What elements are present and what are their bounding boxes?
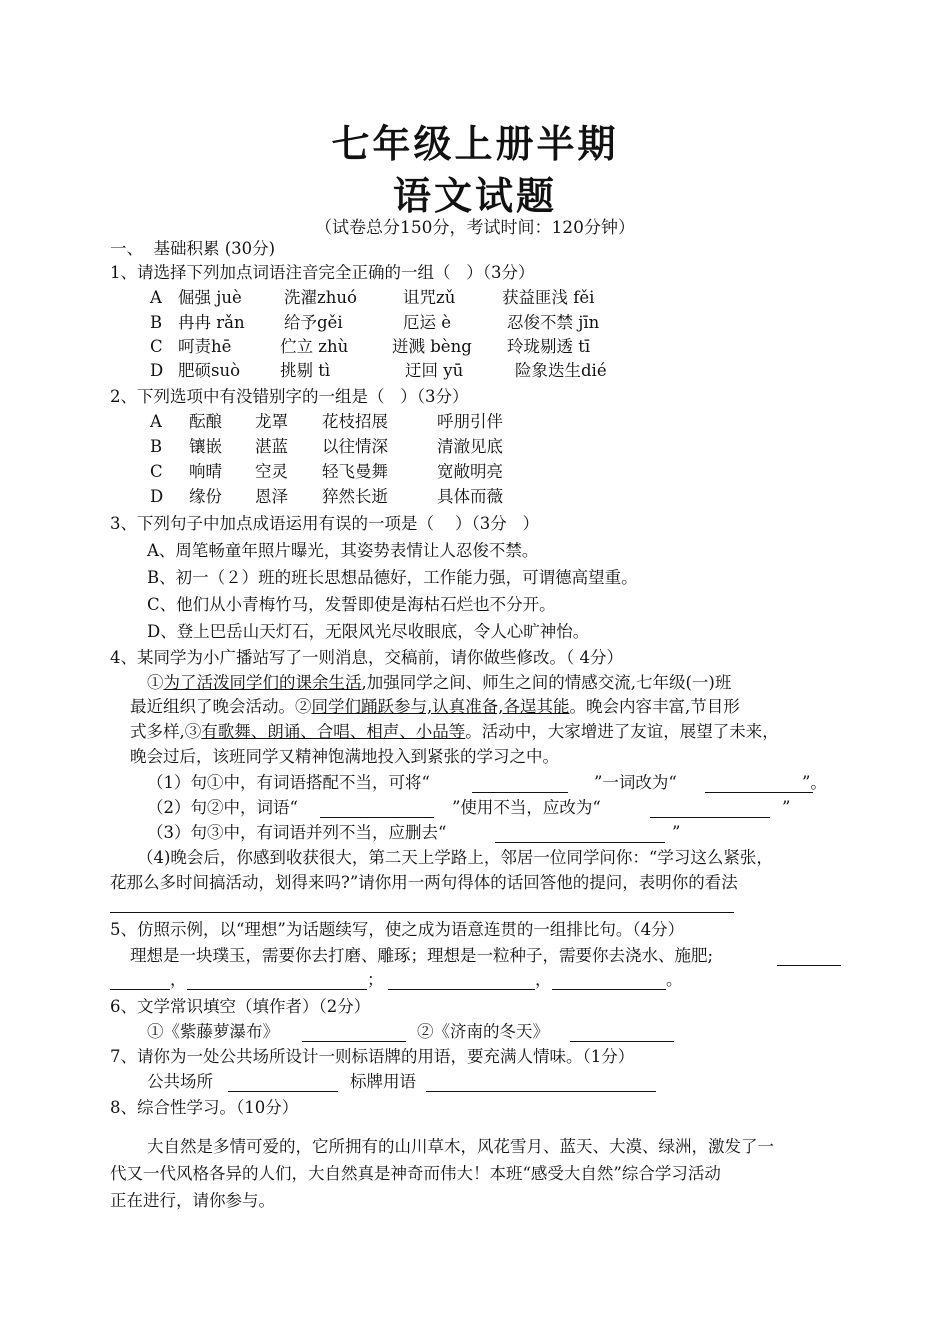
- q5-example: 理想是一块璞玉，需要你去打磨、雕琢；理想是一粒种子，需要你去浇水、施肥;: [130, 946, 714, 965]
- q8-stem: 8、综合性学习。（10分）: [110, 1098, 299, 1117]
- q6-blank-2[interactable]: [570, 1041, 674, 1042]
- q4-sub2-a: （2）句②中，词语“: [147, 798, 298, 817]
- q4-underlined-2: 同学们踊跃参与,认真准备,各逞其能: [311, 697, 570, 716]
- q6-blank-1[interactable]: [302, 1041, 406, 1042]
- q5-blank-1[interactable]: [777, 965, 841, 966]
- q1-option-item: 洗濯zhuó: [284, 288, 357, 307]
- q4-text: 。晚会内容丰富,节目形: [569, 697, 740, 716]
- q2-option-letter: A: [150, 412, 162, 431]
- q1-option-letter: C: [150, 337, 163, 356]
- q1-option-item: 倔强 juè: [178, 288, 242, 307]
- q6-item-1: ①《紫藤萝瀑布》: [147, 1022, 279, 1041]
- q4-sub1-a: （1）句①中，有词语搭配不当，可将“: [147, 773, 430, 792]
- q4-sub2-blank-1[interactable]: [320, 817, 434, 818]
- q4-marker: ①: [147, 673, 164, 692]
- q2-option-item: 以往情深: [322, 437, 388, 456]
- q1-option-item: 挑剔 tì: [280, 361, 331, 380]
- q4-sub4-line1: （4)晚会后，你感到收获很大，第二天上学路上，邻居一位同学问你：“学习这么紧张，: [137, 848, 773, 867]
- q3-option: D、登上巴岳山天灯石，无限风光尽收眼底，令人心旷神怡。: [147, 622, 590, 641]
- q2-option-item: 酝酿: [189, 412, 222, 431]
- q4-passage-line: [130, 696, 740, 718]
- q2-option-letter: B: [150, 437, 163, 456]
- q2-option-item: 湛蓝: [255, 437, 288, 456]
- q3-stem: 3、下列句子中加点成语运用有误的一项是（ ）（3分 ）: [110, 514, 539, 533]
- q1-option-item: 呵责hē: [178, 337, 232, 356]
- q2-option-item: 轻飞曼舞: [322, 462, 388, 481]
- q1-option-item: 玲珑剔透 tī: [507, 337, 591, 356]
- q5-stem: 5、仿照示例，以“理想”为话题续写，使之成为语意连贯的一组排比句。（4分）: [110, 920, 685, 939]
- q4-stem: 4、某同学为小广播站写了一则消息，交稿前，请你做些修改。（ 4分）: [110, 648, 623, 667]
- q5-blank-1-cont[interactable]: [110, 989, 170, 990]
- q4-answer-line[interactable]: [110, 912, 734, 913]
- q4-text: 式多样,③: [130, 722, 202, 741]
- q6-stem: 6、文学常识填空（填作者）（2分）: [110, 997, 371, 1016]
- q4-sub2-blank-2[interactable]: [650, 817, 770, 818]
- q2-option-item: 空灵: [255, 462, 288, 481]
- q4-passage-line: [130, 721, 779, 743]
- q8-passage-line: 大自然是多情可爱的，它所拥有的山川草木，风花雪月、蓝天、大漠、绿洲，激发了一: [147, 1137, 774, 1156]
- q4-sub2-c: ”: [782, 798, 791, 817]
- q5-blank-2[interactable]: [187, 989, 367, 990]
- q2-option-item: 清澈见底: [437, 437, 503, 456]
- q7-stem: 7、请你为一处公共场所设计一则标语牌的用语，要充满人情味。（1分）: [110, 1047, 635, 1066]
- q4-passage-line: [147, 672, 731, 694]
- q4-sub3-blank[interactable]: [495, 842, 665, 843]
- q2-option-item: 响晴: [189, 462, 222, 481]
- section-heading: 一、 基础积累 (30分): [110, 239, 276, 258]
- q1-option-item: 迂回 yū: [405, 361, 464, 380]
- q5-sep: ；: [367, 970, 384, 989]
- q2-option-item: 宽敞明亮: [437, 462, 503, 481]
- q4-underlined-1: 为了活泼同学们的课余生活: [163, 673, 362, 692]
- q7-sign-label: 标牌用语: [350, 1072, 416, 1091]
- q4-sub3-a: （3）句③中，有词语并列不当，应删去“: [147, 823, 447, 842]
- q1-option-item: 获益匪浅 fěi: [502, 288, 595, 307]
- q1-option-item: 险象迭生dié: [515, 361, 607, 380]
- q2-option-item: 具体而薇: [437, 487, 503, 506]
- q1-option-item: 冉冉 rǎn: [178, 313, 245, 332]
- q2-stem: 2、下列选项中有没错别字的一组是（ ）（3分）: [110, 387, 469, 406]
- q4-sub4-line2: 花那么多时间搞活动，划得来吗?”请你用一两句得体的话回答他的提问，表明你的看法: [110, 873, 738, 892]
- exam-info: （试卷总分150分，考试时间：120分钟）: [315, 218, 635, 238]
- q2-option-item: 缘份: [189, 487, 222, 506]
- q4-underlined-3: 有歌舞、朗诵、合唱、相声、小品等: [201, 722, 466, 741]
- q4-sub3-b: ”: [672, 823, 681, 842]
- q4-text: 。活动中，大家增进了友谊，展望了未来，: [465, 722, 779, 741]
- q8-passage-line: 代又一代风格各异的人们，大自然真是神奇而伟大！本班“感受大自然”综合学习活动: [110, 1164, 721, 1183]
- q1-option-letter: D: [150, 361, 164, 380]
- q2-option-letter: C: [150, 462, 163, 481]
- q5-sep: ，: [170, 970, 187, 989]
- q5-blank-3[interactable]: [388, 989, 535, 990]
- q1-option-item: 给予gěi: [284, 313, 343, 332]
- q1-option-item: 肥硕suò: [178, 361, 241, 380]
- q5-blank-4[interactable]: [552, 989, 666, 990]
- exam-title: 七年级上册半期: [331, 122, 619, 166]
- q7-place-label: 公共场所: [147, 1072, 213, 1091]
- q1-option-item: 忍俊不禁 jīn: [507, 313, 600, 332]
- q5-end: 。: [666, 970, 683, 989]
- q1-option-item: 诅咒zǔ: [403, 288, 456, 307]
- q1-stem: 1、请选择下列加点词语注音完全正确的一组（ ）（3分）: [110, 263, 535, 282]
- q1-option-item: 迸溅 bèng: [392, 337, 472, 356]
- q5-sep: ，: [535, 970, 552, 989]
- q4-text: 最近组织了晚会活动。②: [130, 697, 312, 716]
- q4-sub1-blank-2[interactable]: [705, 792, 813, 793]
- q1-option-item: 厄运 è: [403, 313, 452, 332]
- exam-subject: 语文试题: [392, 174, 557, 218]
- q4-sub1-c: ”。: [802, 773, 827, 792]
- q4-passage-line: 晚会过后，该班同学又精神饱满地投入到紧张的学习之中。: [130, 747, 559, 766]
- q7-sign-blank[interactable]: [426, 1091, 656, 1092]
- q3-option: B、初一（２）班的班长思想品德好，工作能力强，可谓德高望重。: [147, 568, 638, 587]
- q2-option-item: 镶嵌: [189, 437, 222, 456]
- q1-option-letter: A: [150, 288, 162, 307]
- q3-option: C、他们从小青梅竹马，发誓即使是海枯石烂也不分开。: [147, 595, 556, 614]
- q6-item-2: ②《济南的冬天》: [417, 1022, 549, 1041]
- q2-option-item: 花枝招展: [322, 412, 388, 431]
- q1-option-item: 伫立 zhù: [280, 337, 349, 356]
- q8-passage-line: 正在进行，请你参与。: [110, 1191, 275, 1210]
- q1-option-letter: B: [150, 313, 163, 332]
- q4-sub1-blank-1[interactable]: [472, 792, 568, 793]
- q4-sub2-b: ”使用不当，应改为“: [452, 798, 601, 817]
- q2-option-letter: D: [150, 487, 164, 506]
- q3-option: A、周笔畅童年照片曝光，其姿势表情让人忍俊不禁。: [147, 541, 539, 560]
- q2-option-item: 呼朋引伴: [437, 412, 503, 431]
- q4-sub1-b: ”一词改为“: [594, 773, 677, 792]
- q7-place-blank[interactable]: [228, 1091, 338, 1092]
- q2-option-item: 恩泽: [255, 487, 288, 506]
- q2-option-item: 龙罩: [255, 412, 288, 431]
- q4-text: ,加强同学之间、师生之间的情感交流,七年级(一)班: [361, 673, 732, 692]
- q2-option-item: 猝然长逝: [322, 487, 388, 506]
